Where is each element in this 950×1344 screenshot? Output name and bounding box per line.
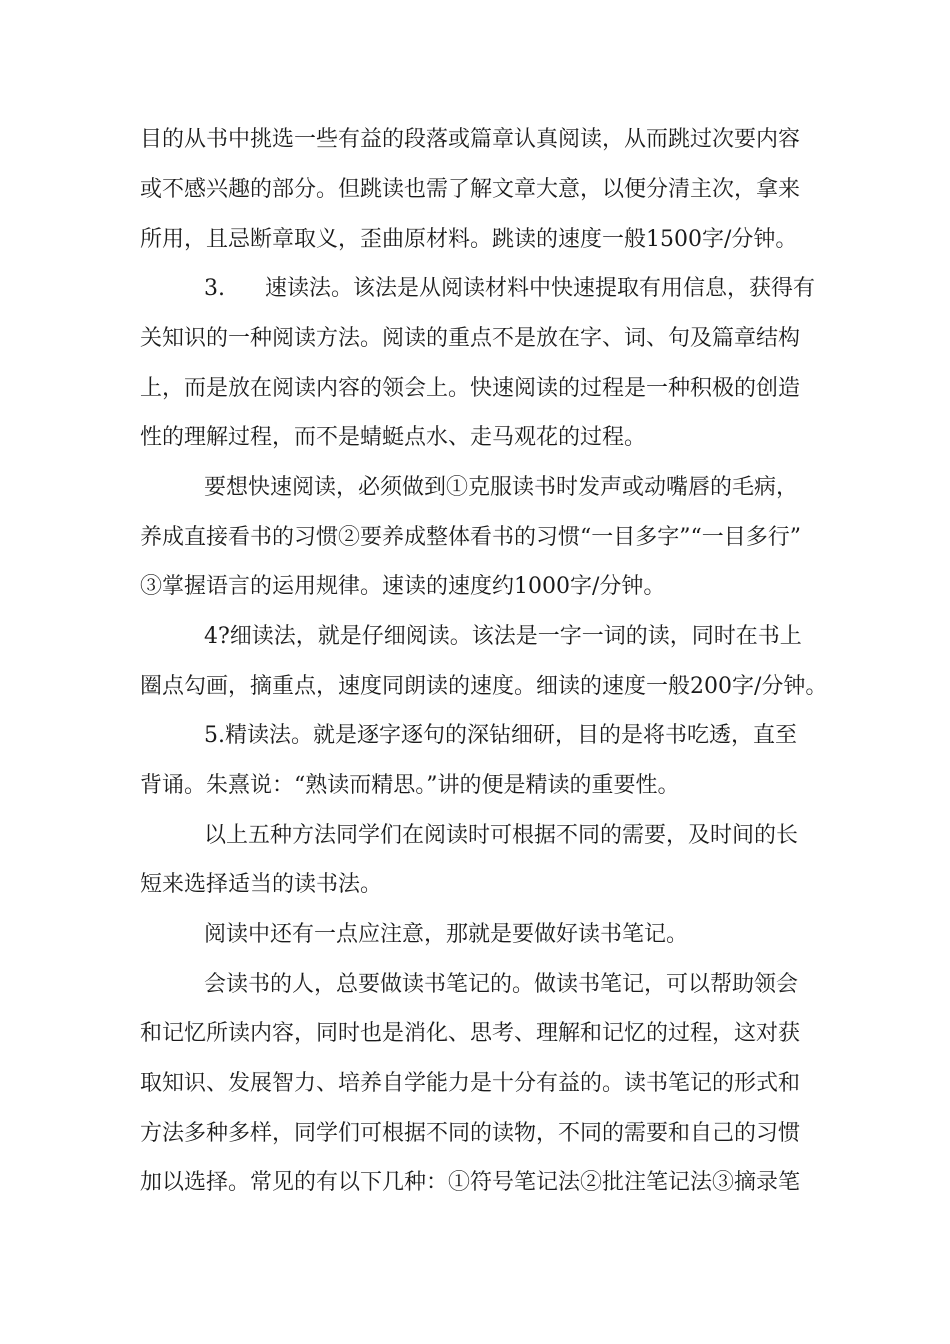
text-line-16: 短来选择适当的读书法。 [140, 872, 383, 897]
text-line-13: 5.精读法。就是逐字逐句的深钻细研，目的是将书吃透，直至 [204, 723, 797, 748]
text-line-17: 阅读中还有一点应注意，那就是要做好读书笔记。 [204, 922, 689, 947]
text-line-14: 背诵。朱熹说：“熟读而精思。”讲的便是精读的重要性。 [140, 773, 680, 798]
text-line-9: 养成直接看书的习惯②要养成整体看书的习惯“一目多字”“一目多行” [140, 525, 801, 550]
text-line-20: 取知识、发展智力、培养自学能力是十分有益的。读书笔记的形式和 [140, 1071, 801, 1096]
text-line-1: 目的从书中挑选一些有益的段落或篇章认真阅读，从而跳过次要内容 [140, 127, 801, 152]
text-line-10: ③掌握语言的运用规律。速读的速度约1000字/分钟。 [140, 574, 666, 599]
text-line-22: 加以选择。常见的有以下几种：①符号笔记法②批注笔记法③摘录笔 [140, 1170, 801, 1195]
text-line-11: 4?细读法，就是仔细阅读。该法是一字一词的读，同时在书上 [204, 624, 802, 649]
text-line-7: 性的理解过程，而不是蜻蜓点水、走马观花的过程。 [140, 425, 647, 450]
text-line-21: 方法多种多样，同学们可根据不同的读物，不同的需要和自己的习惯 [140, 1121, 801, 1146]
text-line-12: 圈点勾画，摘重点，速度同朗读的速度。细读的速度一般200字/分钟。 [140, 674, 828, 699]
text-line-19: 和记忆所读内容，同时也是消化、思考、理解和记忆的过程，这对获 [140, 1021, 801, 1046]
text-line-4: 速读法。该法是从阅读材料中快速提取有用信息，获得有 [265, 276, 816, 301]
text-line-6: 上，而是放在阅读内容的领会上。快速阅读的过程是一种积极的创造 [140, 376, 801, 401]
section-3-line [204, 274, 815, 304]
text-line-2: 或不感兴趣的部分。但跳读也需了解文章大意，以便分清主次，拿来 [140, 177, 801, 202]
section-number-3: 3. [204, 276, 225, 301]
text-line-8: 要想快速阅读，必须做到①克服读书时发声或动嘴唇的毛病， [204, 475, 799, 500]
text-line-18: 会读书的人，总要做读书笔记的。做读书笔记，可以帮助领会 [204, 972, 799, 997]
text-line-5: 关知识的一种阅读方法。阅读的重点不是放在字、词、句及篇章结构 [140, 326, 801, 351]
text-line-3: 所用，且忌断章取义，歪曲原材料。跳读的速度一般1500字/分钟。 [140, 227, 798, 252]
text-line-15: 以上五种方法同学们在阅读时可根据不同的需要，及时间的长 [204, 823, 799, 848]
